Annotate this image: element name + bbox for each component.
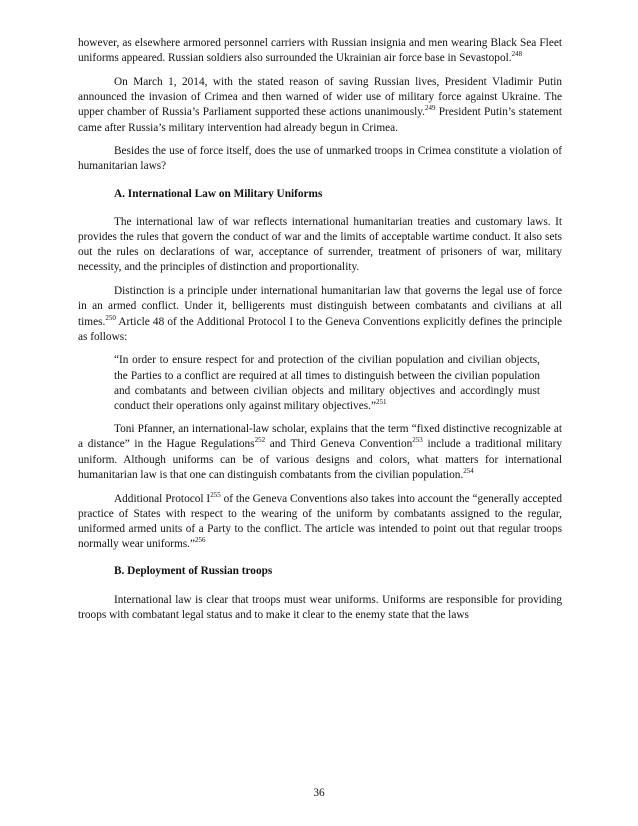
footnote-ref-249[interactable]: 249 bbox=[424, 104, 436, 113]
paragraph-3 bbox=[78, 144, 562, 174]
paragraph-text: Besides the use of force itself, does the use of unmarked troops in Crimea constitute a violation of humanitarian laws? bbox=[78, 145, 562, 173]
paragraph-text: however, as elsewhere armored personnel carriers with Russian insignia and men wearing Black Sea Fleet uniforms appeared. Russian soldiers also surrounded the Ukrainian air force base in Sevastopol. bbox=[78, 37, 562, 65]
block-quote bbox=[114, 353, 540, 414]
section-heading-b: B. Deployment of Russian troops bbox=[114, 565, 273, 578]
footnote-ref-248[interactable]: 248 bbox=[511, 50, 523, 59]
footnote-ref-250[interactable]: 250 bbox=[105, 313, 116, 322]
paragraph-text: include a traditional military uniform. Although uniforms can be of various designs and colors, what matters for international humanitarian law is that one can distinguish combatants from the civilian population. bbox=[78, 438, 563, 481]
paragraph-text: Toni Pfanner, an international-law scholar, explains that the term “fixed distinctive recognizable at a distance” in the Hague Regulations bbox=[78, 423, 562, 451]
paragraph-text: of the Geneva Conventions also takes into account the “generally accepted practice of States with respect to the wearing of the uniform by combatants assigned to the regular, uniformed armed units of a Party to the conflict. The article was intended to point out that regular troops normally wear uniforms.” bbox=[78, 492, 562, 551]
paragraph-text: Distinction is a principle under international humanitarian law that governs the legal use of force in an armed conflict. Under it, belligerents must distinguish between combatants and civilians at all times. bbox=[78, 285, 562, 328]
paragraph-5 bbox=[78, 284, 562, 345]
footnote-ref-253[interactable]: 253 bbox=[412, 436, 423, 445]
paragraph-text: Additional Protocol I bbox=[114, 492, 211, 505]
footnote-ref-251[interactable]: 251 bbox=[375, 398, 387, 407]
paragraph-1 bbox=[78, 36, 562, 66]
paragraph-8 bbox=[78, 593, 562, 623]
page-number: 36 bbox=[313, 787, 325, 799]
footnote-ref-252[interactable]: 252 bbox=[254, 436, 266, 445]
footnote-ref-255[interactable]: 255 bbox=[210, 490, 221, 499]
quote-text: “In order to ensure respect for and protection of the civilian population and civilian objects, the Parties to a conflict are required at all times to distinguish between the civilian population and combatants and between civilian objects and military objectives and accordingly must conduct their operations only against military objectives.” bbox=[114, 354, 540, 413]
paragraph-text: On March 1, 2014, with the stated reason of saving Russian lives, President Vladimir Putin announced the invasion of Crimea and then warned of wider use of military force against Ukraine. The upper chamber of Russia’s Parliament supported these actions unanimously. bbox=[78, 75, 562, 119]
paragraph-2 bbox=[78, 75, 562, 136]
paragraph-4 bbox=[78, 215, 562, 276]
section-heading-a: A. International Law on Military Uniforms bbox=[114, 187, 323, 200]
footnote-ref-256[interactable]: 256 bbox=[195, 536, 206, 545]
paragraph-text: Article 48 of the Additional Protocol I to the Geneva Conventions explicitly defines the principle as follows: bbox=[78, 315, 562, 343]
paragraph-text: The international law of war reflects international humanitarian treaties and customary laws. It provides the rules that govern the conduct of war and the limits of acceptable wartime conduct. It also sets out the rules on declarations of war, acceptance of surrender, treatment of prisoners of war, military necessity, and the principles of distinction and proportionality. bbox=[78, 215, 562, 274]
paragraph-text: International law is clear that troops must wear uniforms. Uniforms are responsible for providing troops with combatant legal status and to make it clear to the enemy state that the laws bbox=[78, 593, 562, 621]
paragraph-text: President Putin’s statement came after Russia’s military intervention had already begun in Crimea. bbox=[78, 106, 563, 134]
paragraph-7 bbox=[78, 492, 562, 553]
page-body bbox=[78, 36, 562, 632]
paragraph-text: and Third Geneva Convention bbox=[265, 438, 413, 451]
paragraph-6 bbox=[78, 422, 562, 483]
footnote-ref-254[interactable]: 254 bbox=[463, 467, 474, 476]
